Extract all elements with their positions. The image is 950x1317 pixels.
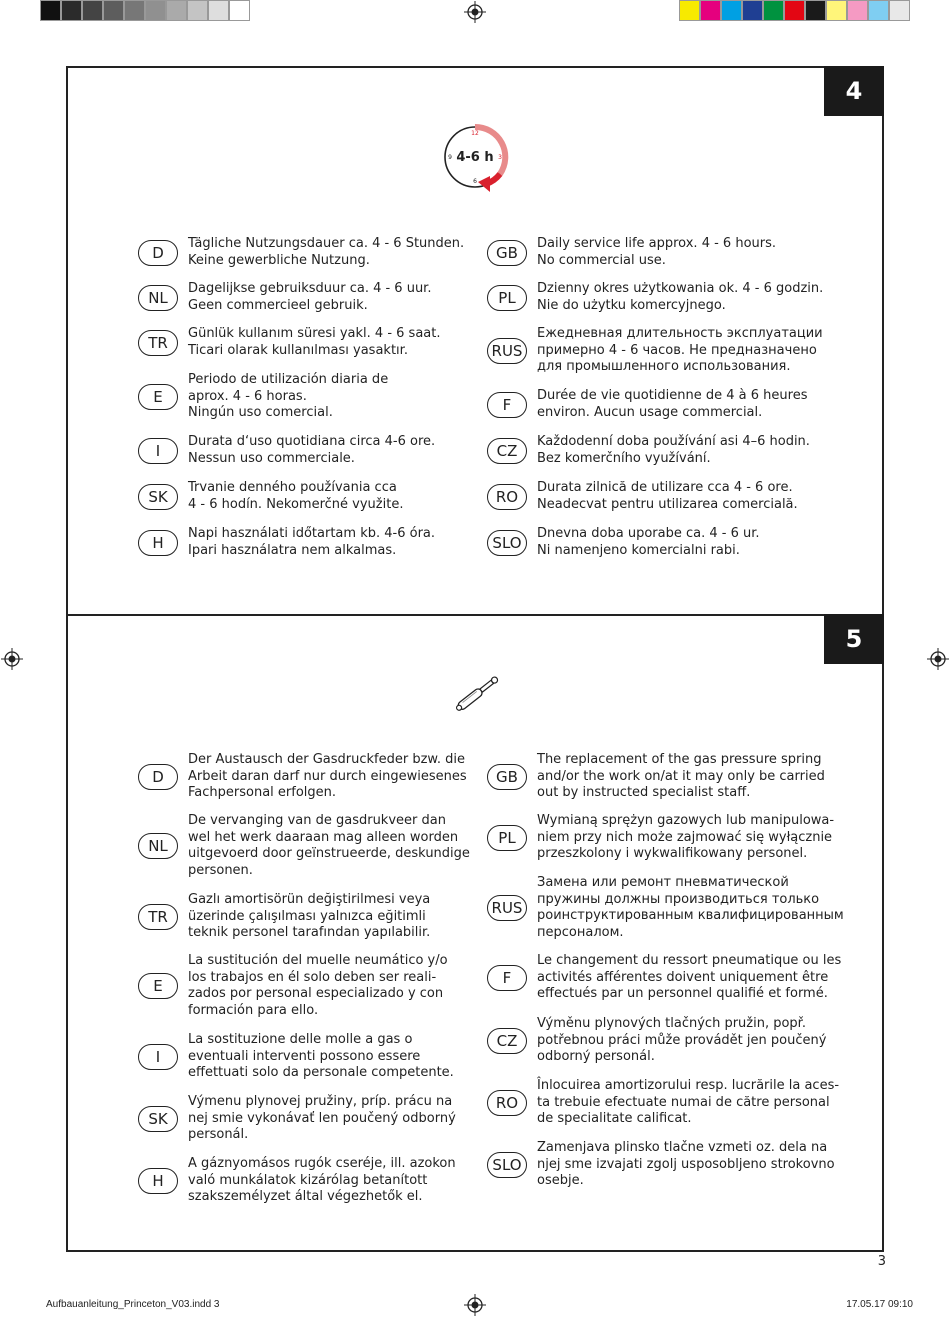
language-code-badge: F (487, 965, 527, 991)
color-swatch (784, 0, 805, 21)
instruction-text: The replacement of the gas pressure spring and/or the work on/at it may only be carried out by instructed specialist staff. (537, 752, 825, 800)
language-code-badge: SK (138, 484, 178, 510)
registration-mark-right (927, 648, 949, 670)
color-swatch (763, 0, 784, 21)
language-entry-rus (68, 875, 844, 941)
instruction-text: Dnevna doba uporabe ca. 4 - 6 ur. Ni namenjeno komercialni rabi. (537, 526, 760, 558)
step-4-panel (66, 66, 884, 616)
language-code-badge: F (487, 392, 527, 418)
instruction-text: Napi használati időtartam kb. 4-6 óra. Ipari használatra nem alkalmas. (188, 526, 436, 558)
language-entry-ro (68, 480, 798, 513)
instruction-text: De vervanging van de gasdrukveer dan wel het werk daaraan mag alleen worden uitgevoerd door geïnstrueerde, deskundige personen. (188, 813, 470, 878)
language-entry-slo (68, 526, 760, 559)
language-code-badge: SK (138, 1106, 178, 1132)
instruction-text: Trvanie denného používania cca 4 - 6 hodín. Nekomerčné využite. (188, 480, 404, 512)
clock-number-9: 9 (448, 154, 452, 161)
color-bar (679, 0, 910, 22)
language-code-badge: H (138, 1168, 178, 1194)
footer-date: 17.05.17 09:10 (846, 1299, 913, 1310)
page-number: 3 (877, 1254, 886, 1269)
color-swatch (229, 0, 250, 21)
instruction-text: Dagelijkse gebruiksduur ca. 4 - 6 uur. Geen commercieel gebruik. (188, 281, 432, 313)
language-entry-pl (68, 813, 834, 863)
language-code-badge: CZ (487, 438, 527, 464)
footer-filename: Aufbauanleitung_Princeton_V03.indd 3 (46, 1299, 220, 1310)
registration-mark-bottom (464, 1294, 486, 1316)
clock-icon (438, 120, 516, 198)
color-swatch (826, 0, 847, 21)
instruction-text: Durata d‘uso quotidiana circa 4-6 ore. Nessun uso commerciale. (188, 434, 436, 466)
language-entry-gb (68, 236, 776, 269)
instruction-text: Wymianą sprężyn gazowych lub manipulowa- niem przy nich może zajmować się wyłącznie przeszkolony i wykwalifikowany personel. (537, 813, 835, 861)
language-code-badge: GB (487, 764, 527, 790)
instruction-text: Daily service life approx. 4 - 6 hours. No commercial use. (537, 236, 777, 268)
instruction-text: Tägliche Nutzungsdauer ca. 4 - 6 Stunden. Keine gewerbliche Nutzung. (188, 236, 465, 268)
language-code-badge: H (138, 530, 178, 556)
language-entry-cz (68, 434, 810, 467)
instruction-text: Každodenní doba používání asi 4–6 hodin. Bez komerčního využívání. (537, 434, 810, 466)
color-swatch (679, 0, 700, 21)
color-swatch (805, 0, 826, 21)
clock-number-3: 3 (498, 154, 502, 161)
instruction-text: Замена или ремонт пневматической пружины должны производиться только роинструктированным квалифицированным персоналом. (537, 875, 844, 940)
language-code-badge: D (138, 240, 178, 266)
instruction-text: Ежедневная длительность эксплуатации примерно 4 - 6 часов. Не предназначено для промышленного использования. (537, 326, 823, 374)
instruction-text: La sostituzione delle molle a gas o eventuali interventi possono essere effettuati solo da personale competente. (188, 1032, 454, 1080)
language-code-badge: D (138, 764, 178, 790)
color-swatch (700, 0, 721, 21)
registration-mark-top (464, 1, 486, 23)
instruction-text: Der Austausch der Gasdruckfeder bzw. die Arbeit daran darf nur durch eingewiesenes Fachpersonal erfolgen. (188, 752, 467, 800)
language-code-badge: TR (138, 904, 178, 930)
clock-number-6: 6 (473, 178, 477, 185)
color-swatch (847, 0, 868, 21)
color-swatch (124, 0, 145, 21)
color-swatch (103, 0, 124, 21)
language-code-badge: NL (138, 833, 178, 859)
instruction-text: Durée de vie quotidienne de 4 à 6 heures environ. Aucun usage commercial. (537, 388, 808, 420)
language-code-badge: NL (138, 285, 178, 311)
color-swatch (61, 0, 82, 21)
language-code-badge: RUS (487, 895, 527, 921)
instruction-text: Dzienny okres użytkowania ok. 4 - 6 godzin. Nie do użytku komercyjnego. (537, 281, 824, 313)
gas-spring-icon (452, 670, 504, 716)
language-code-badge: TR (138, 330, 178, 356)
color-swatch (721, 0, 742, 21)
language-code-badge: E (138, 973, 178, 999)
language-code-badge: PL (487, 285, 527, 311)
language-entry-f (68, 953, 841, 1003)
duration-label: 4-6 h (456, 150, 494, 165)
language-entry-pl (68, 281, 823, 314)
language-entry-slo (68, 1140, 835, 1190)
color-swatch (742, 0, 763, 21)
language-entry-ro (68, 1078, 839, 1128)
language-entry-rus (68, 326, 823, 376)
grayscale-bar (40, 0, 250, 22)
step-number-badge: 5 (824, 614, 884, 664)
color-swatch (889, 0, 910, 21)
language-code-badge: SLO (487, 530, 527, 556)
instruction-text: A gáznyomásos rugók cseréje, ill. azokon való munkálatok kizárólag betanított szakszemélyzet által végezhetők el. (188, 1156, 456, 1204)
instruction-text: Zamenjava plinsko tlačne vzmeti oz. dela na njej sme izvajati zgolj usposobljeno strokovno osebje. (537, 1140, 835, 1188)
language-code-badge: E (138, 384, 178, 410)
language-code-badge: GB (487, 240, 527, 266)
language-code-badge: CZ (487, 1028, 527, 1054)
language-code-badge: SLO (487, 1152, 527, 1178)
color-swatch (166, 0, 187, 21)
instruction-text: La sustitución del muelle neumático y/o los trabajos en él solo deben ser reali- zados por personal especializado y con formación para ello. (188, 953, 448, 1018)
color-swatch (40, 0, 61, 21)
instruction-text: Günlük kullanım süresi yakl. 4 - 6 saat. Ticari olarak kullanılması yasaktır. (188, 326, 441, 358)
registration-mark-left (1, 648, 23, 670)
language-code-badge: I (138, 438, 178, 464)
instruction-text: Durata zilnică de utilizare cca 4 - 6 ore. Neadecvat pentru utilizarea comercială. (537, 480, 798, 512)
language-entry-gb (68, 752, 825, 802)
language-code-badge: RUS (487, 338, 527, 364)
step-5-panel (66, 614, 884, 1252)
language-code-badge: PL (487, 825, 527, 851)
language-code-badge: RO (487, 484, 527, 510)
step-number-badge: 4 (824, 66, 884, 116)
language-entry-f (68, 388, 807, 421)
language-entry-cz (68, 1016, 826, 1066)
color-swatch (868, 0, 889, 21)
instruction-text: Periodo de utilización diaria de aprox. 4 - 6 horas. Ningún uso comercial. (188, 372, 389, 420)
instruction-text: Výměnu plynových tlačných pružin, popř. potřebnou práci může provádět jen poučený odborný personál. (537, 1016, 827, 1064)
instruction-text: Le changement du ressort pneumatique ou les activités afférentes doivent uniquement être effectués par un personnel qualifié et formé. (537, 953, 842, 1001)
language-code-badge: RO (487, 1090, 527, 1116)
instruction-text: Výmenu plynovej pružiny, príp. prácu na nej smie vykonávať len poučený odborný personál. (188, 1094, 456, 1142)
instruction-text: Gazlı amortisörün değiştirilmesi veya üzerinde çalışılması yalnızca eğitimli teknik personel tarafından yapılabilir. (188, 892, 431, 940)
color-swatch (208, 0, 229, 21)
instruction-text: Înlocuirea amortizorului resp. lucrările la aces- ta trebuie efectuate numai de către personal de specialitate calificat. (537, 1078, 840, 1126)
color-swatch (82, 0, 103, 21)
color-swatch (187, 0, 208, 21)
language-code-badge: I (138, 1044, 178, 1070)
color-swatch (145, 0, 166, 21)
clock-number-12: 12 (471, 130, 479, 137)
